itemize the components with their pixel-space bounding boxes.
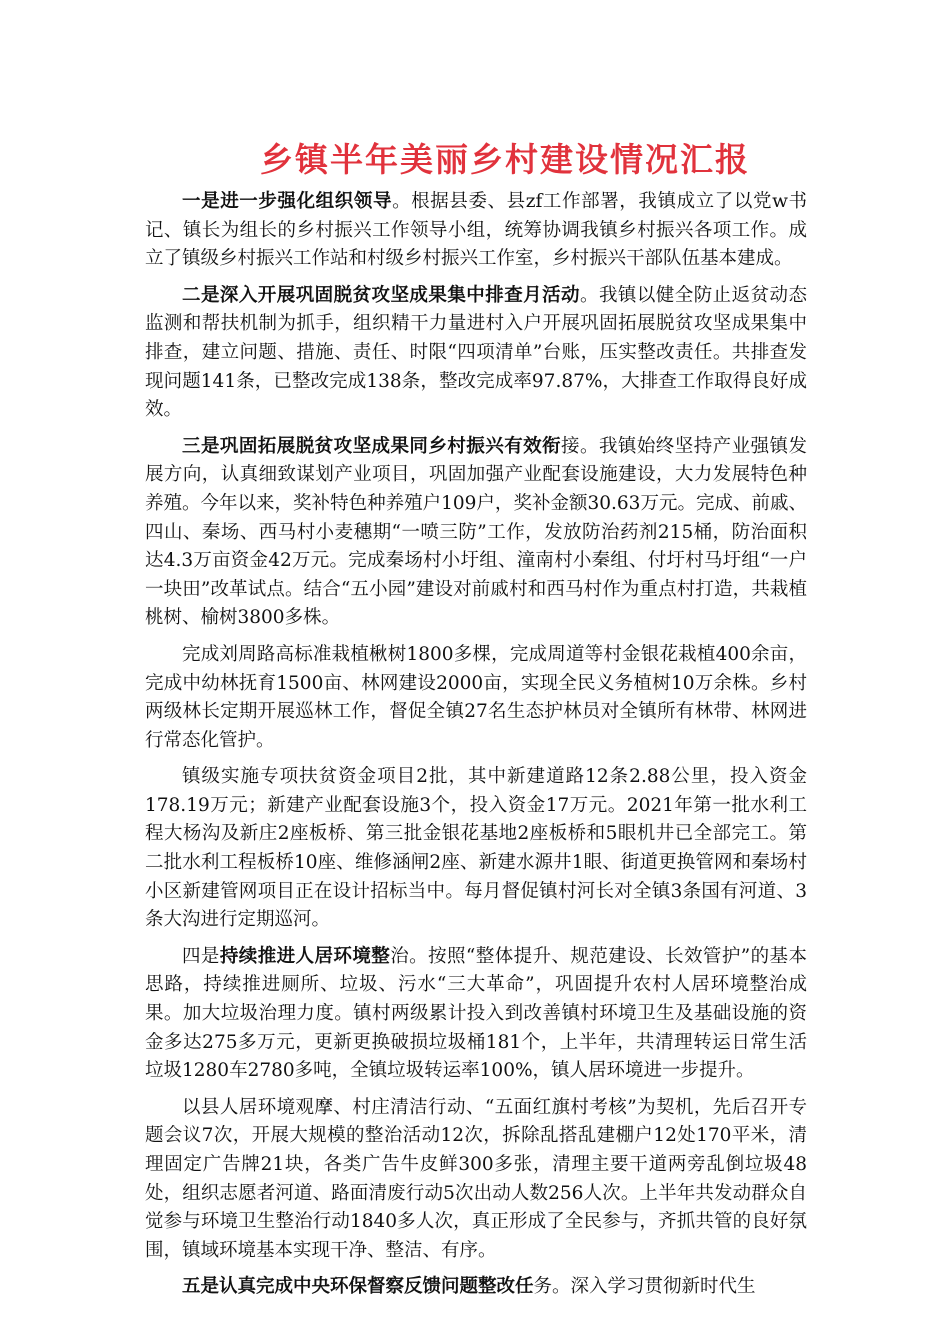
paragraph-prefix: 四是 — [182, 945, 220, 967]
paragraph-text: 。根据县委、县zf工作部署，我镇成立了以党w书记、镇长为组长的乡村振兴工作领导小组，统筹协调我镇乡村振兴各项工作。成立了镇级乡村振兴工作站和村级乡村振兴工作室，乡村振兴干部队伍基本建成。 — [145, 191, 807, 270]
paragraph-text: 务。深入学习贯彻新时代生 — [533, 1276, 756, 1298]
paragraph-2 — [145, 282, 807, 425]
paragraph-lead: 三是巩固拓展脱贫攻坚成果同乡村振兴有效衔 — [182, 435, 562, 457]
document-body — [145, 188, 807, 1310]
paragraph-6 — [145, 943, 807, 1086]
paragraph-text: 完成刘周路高标准栽植楸树1800多棵，完成周道等村金银花栽植400余亩，完成中幼林抚育1500亩、林网建设2000亩，实现全民义务植树10万余株。乡村两级林长定期开展巡林工作，督促全镇27名生态护林员对全镇所有林带、林网进行常态化管护。 — [145, 643, 807, 751]
paragraph-lead: 五是认真完成中央环保督察反馈问题整改任 — [182, 1276, 534, 1298]
paragraph-lead: 二是深入开展巩固脱贫攻坚成果集中排查月活动 — [182, 284, 580, 306]
paragraph-3 — [145, 433, 807, 633]
paragraph-text: 以县人居环境观摩、村庄清洁行动、“五面红旗村考核”为契机，先后召开专题会议7次，开展大规模的整治活动12次，拆除乱搭乱建棚户12处170平米，清理固定广告牌21块，各类广告牛皮鲜300多张，清理主要干道两旁乱倒垃圾48处，组织志愿者河道、路面清废行动5次出动人数256人次。上半年共发动群众自觉参与环境卫生整治行动1840多人次，真正形成了全民参与，齐抓共管的良好氛围，镇域环境基本实现干净、整洁、有序。 — [145, 1096, 807, 1261]
paragraph-7 — [145, 1094, 807, 1266]
paragraph-lead: 一是进一步强化组织领导 — [182, 191, 393, 212]
paragraph-text: 。我镇以健全防止返贫动态监测和帮扶机制为抓手，组织精干力量进村入户开展巩固拓展脱贫攻坚成果集中排查，建立问题、措施、责任、时限“四项清单”台账，压实整改责任。共排查发现问题141条，已整改完成138条，整改完成率97.87%，大排查工作取得良好成效。 — [145, 284, 807, 421]
document-title: 乡镇半年美丽乡村建设情况汇报 — [260, 140, 750, 179]
paragraph-5 — [145, 763, 807, 935]
paragraph-8 — [145, 1273, 807, 1302]
paragraph-lead: 持续推进人居环境整 — [219, 945, 391, 967]
paragraph-1 — [145, 188, 807, 274]
paragraph-text: 治。按照“整体提升、规范建设、长效管护”的基本思路，持续推进厕所、垃圾、污水“三大革命”，巩固提升农村人居环境整治成果。加大垃圾治理力度。镇村两级累计投入到改善镇村环境卫生及基础设施的资金多达275多万元，更新更换破损垃圾桶181个，上半年，共清理转运日常生活垃圾1280车2780多吨，全镇垃圾转运率100%，镇人居环境进一步提升。 — [145, 945, 807, 1082]
paragraph-4 — [145, 641, 807, 755]
paragraph-text: 镇级实施专项扶贫资金项目2批，其中新建道路12条2.88公里，投入资金178.19万元；新建产业配套设施3个，投入资金17万元。2021年第一批水利工程大杨沟及新庄2座板桥、第三批金银花基地2座板桥和5眼机井已全部完工。第二批水利工程板桥10座、维修涵闸2座、新建水源井1眼、街道更换管网和秦场村小区新建管网项目正在设计招标当中。每月督促镇村河长对全镇3条国有河道、3条大沟进行定期巡河。 — [145, 766, 807, 931]
paragraph-text: 接。我镇始终坚持产业强镇发展方向，认真细致谋划产业项目，巩固加强产业配套设施建设，大力发展特色种养殖。今年以来，奖补特色种养殖户109户，奖补金额30.63万元。完成、前戚、四山、秦场、西马村小麦穗期“一喷三防”工作，发放防治药剂215桶，防治面积达4.3万亩资金42万元。完成秦场村小圩组、潼南村小秦组、付圩村马圩组“一户一块田”改革试点。结合“五小园”建设对前戚村和西马村作为重点村打造，共栽植桃树、榆树3800多株。 — [145, 435, 807, 629]
